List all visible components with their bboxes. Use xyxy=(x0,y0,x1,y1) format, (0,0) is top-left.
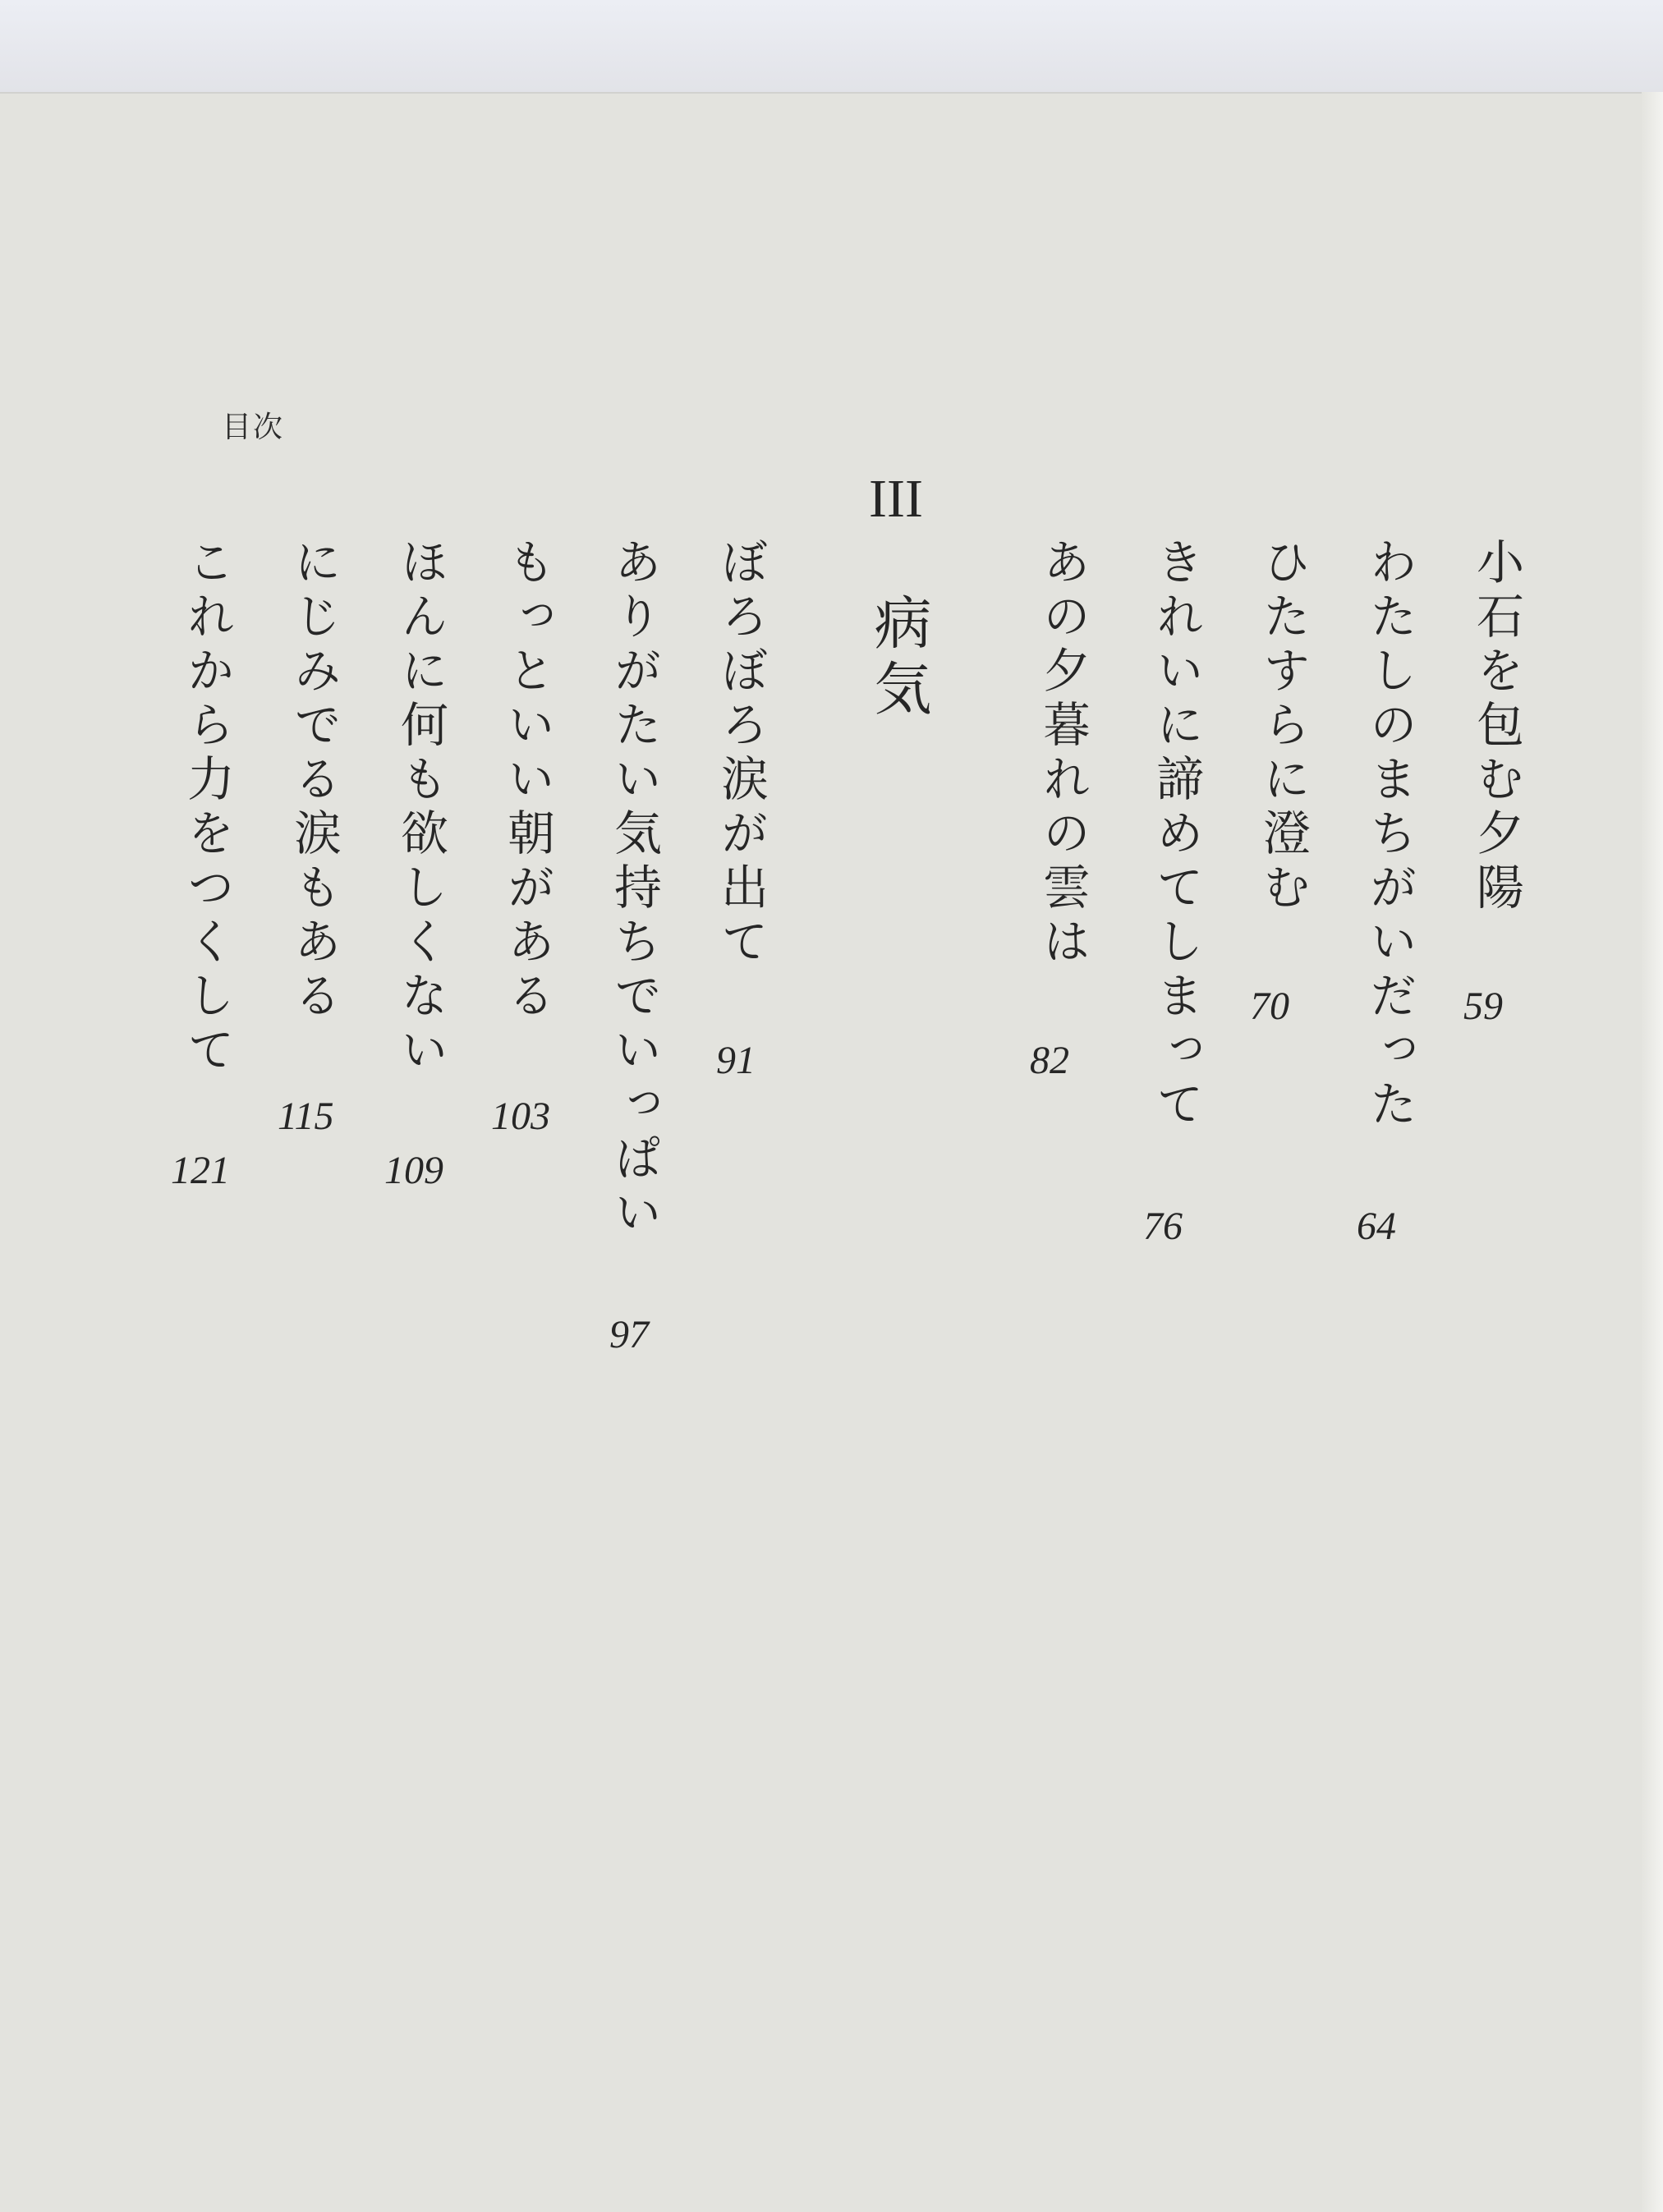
toc-entry-page: 97 xyxy=(609,1313,649,1356)
toc-entry-title: わたしのまちがいだった xyxy=(1362,537,1417,1133)
toc-entry-title: ほんに何も欲しくない xyxy=(393,537,448,1079)
show-through-text xyxy=(1092,455,1151,701)
toc-entry-title: ぼろぼろ涙が出て xyxy=(713,537,769,971)
page-top-edge xyxy=(0,0,1663,94)
toc-entry-page: 115 xyxy=(278,1095,334,1138)
toc-entry-title: にじみでる涙もある xyxy=(286,537,342,1025)
section-title: 病気 xyxy=(865,593,932,724)
toc-entry-page: 91 xyxy=(716,1039,756,1082)
book-page xyxy=(0,94,1642,2212)
toc-entry-page: 103 xyxy=(491,1095,550,1138)
toc-entry-page: 109 xyxy=(384,1149,443,1192)
toc-entry-page: 64 xyxy=(1357,1205,1396,1248)
toc-entry-page: 121 xyxy=(171,1149,230,1192)
toc-entry-page: 76 xyxy=(1143,1205,1183,1248)
toc-entry-page: 82 xyxy=(1030,1039,1069,1082)
toc-entry-title: きれいに諦めてしまって xyxy=(1148,537,1204,1133)
toc-entry-title: もっといい朝がある xyxy=(499,537,555,1025)
page-right-edge xyxy=(1642,92,1663,2212)
toc-entry-page: 70 xyxy=(1250,984,1289,1028)
toc-entry-title: あの夕暮れの雲は xyxy=(1035,537,1091,971)
running-head: 目次 xyxy=(222,411,285,444)
toc-entry-title: 小石を包む夕陽 xyxy=(1468,537,1524,916)
section-number: III xyxy=(869,469,923,529)
toc-entry-title: ありがたい気持ちでいっぱい xyxy=(606,537,662,1241)
toc-entry-title: ひたすらに澄む xyxy=(1255,537,1311,916)
toc-entry-title: これから力をつくして xyxy=(179,537,235,1079)
toc-entry-page: 59 xyxy=(1463,984,1503,1028)
